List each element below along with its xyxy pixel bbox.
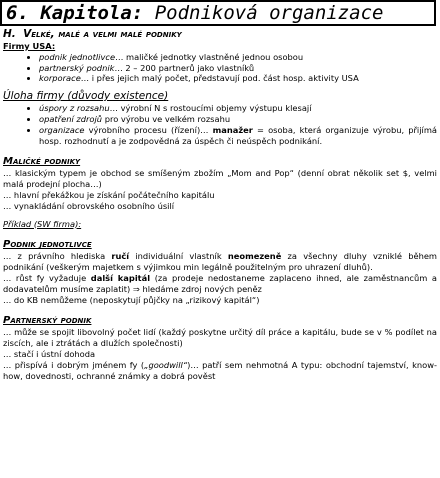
italic-text: „goodwill“ bbox=[144, 359, 188, 370]
desc: výrobního procesu (řízení)… bbox=[84, 124, 213, 135]
partnersky-label: Partnerský podnik bbox=[3, 315, 92, 327]
text: za všechny dluhy vzniklé během podnikání (veškerým majetkem s výjimkou min legálně použitelným pro uhrazení dluhů). bbox=[3, 251, 438, 273]
list-item bbox=[39, 73, 437, 84]
list-item bbox=[39, 125, 437, 147]
jednotlivce-label: Podnik jednotlivce bbox=[3, 239, 92, 251]
section-title: Velké, malé a velmi malé podniky bbox=[23, 28, 182, 40]
list-item bbox=[39, 114, 437, 125]
term: podnik jednotlivce bbox=[39, 51, 116, 62]
text: (za prodeje nedostaneme zaplaceno ihned, ale zaměstnancům a dodavatelům musíme zaplatit) ⇒ hledáme zdroj nových peněz bbox=[3, 272, 437, 294]
text: … růst fy vyžaduje bbox=[3, 272, 91, 283]
paragraph: … do KB nemůžeme (neposkytují půjčky na „rizikový kapitál“) bbox=[3, 294, 260, 305]
desc-tail: = osoba, která organizuje výrobu, přijímá hosp. rozhodnutí a je zodpovědná za úspěch či neúspěch podnikání. bbox=[39, 124, 437, 146]
term: partnerský podnik bbox=[39, 62, 115, 73]
section-heading bbox=[3, 28, 437, 41]
bold-text: neomezeně bbox=[227, 251, 282, 262]
chapter-title bbox=[0, 0, 436, 26]
desc: pro výrobu ve velkém rozsahu bbox=[102, 113, 231, 124]
desc: … maličké jednotky vlastněné jednou osobou bbox=[115, 51, 304, 62]
paragraph bbox=[3, 251, 437, 273]
list-item bbox=[39, 52, 437, 63]
paragraph: … klasickým typem je obchod se smíšeným zbožím „Mom and Pop“ (denní obrat několik set $, velmi malá prodejní plocha…) bbox=[3, 168, 437, 190]
text: individuální vlastník bbox=[129, 251, 228, 262]
text: … přispívá i dobrým jménem fy ( bbox=[3, 359, 145, 370]
paragraph bbox=[3, 273, 437, 295]
paragraph: … vynakládání obrovského osobního úsilí bbox=[3, 200, 175, 211]
bold-text: další kapitál bbox=[90, 272, 151, 283]
paragraph: … může se spojit libovolný počet lidí (každý poskytne určitý díl práce a kapitálu, bude se v % podílet na ziscích, ale i ztrátách a dlužích společnosti) bbox=[3, 327, 437, 349]
paragraph: … hlavní překážkou je získání počátečního kapitálu bbox=[3, 189, 215, 200]
uloha-list bbox=[3, 103, 437, 146]
usa-list bbox=[3, 52, 437, 84]
desc: … výrobní N s rostoucími objemy výstupu klesají bbox=[109, 103, 312, 114]
list-item bbox=[39, 63, 437, 74]
text: … z právního hlediska bbox=[3, 251, 112, 262]
section-prefix: H. bbox=[3, 28, 16, 40]
chapter-name: Podniková organizace bbox=[143, 2, 384, 24]
term: korporace bbox=[39, 73, 81, 84]
bold-text: ručí bbox=[111, 251, 130, 262]
term: úspory z rozsahu bbox=[39, 103, 110, 114]
desc: … 2 – 200 partnerů jako vlastníků bbox=[114, 62, 255, 73]
term: organizace bbox=[39, 124, 85, 135]
document-body bbox=[3, 28, 437, 381]
usa-label: Firmy USA: bbox=[3, 41, 56, 51]
term: opatření zdrojů bbox=[39, 113, 103, 124]
desc: … i přes jejich malý počet, představují pod. část hosp. aktivity USA bbox=[80, 73, 359, 84]
bold-term: manažer bbox=[212, 124, 253, 135]
chapter-number: 6. Kapitola: bbox=[6, 2, 144, 24]
example-label: Příklad (SW firma): bbox=[3, 218, 82, 229]
list-item bbox=[39, 103, 437, 114]
paragraph bbox=[3, 360, 437, 382]
text: )… patří sem nehmotná A typu: obchodní tajemství, know-how, dovednosti, ochranné známky a dobrá pověst bbox=[3, 359, 437, 381]
male-label: Maličké podniky bbox=[3, 156, 81, 168]
paragraph: … stačí i ústní dohoda bbox=[3, 348, 96, 359]
uloha-label: Úloha firmy (důvody existence) bbox=[3, 90, 169, 103]
